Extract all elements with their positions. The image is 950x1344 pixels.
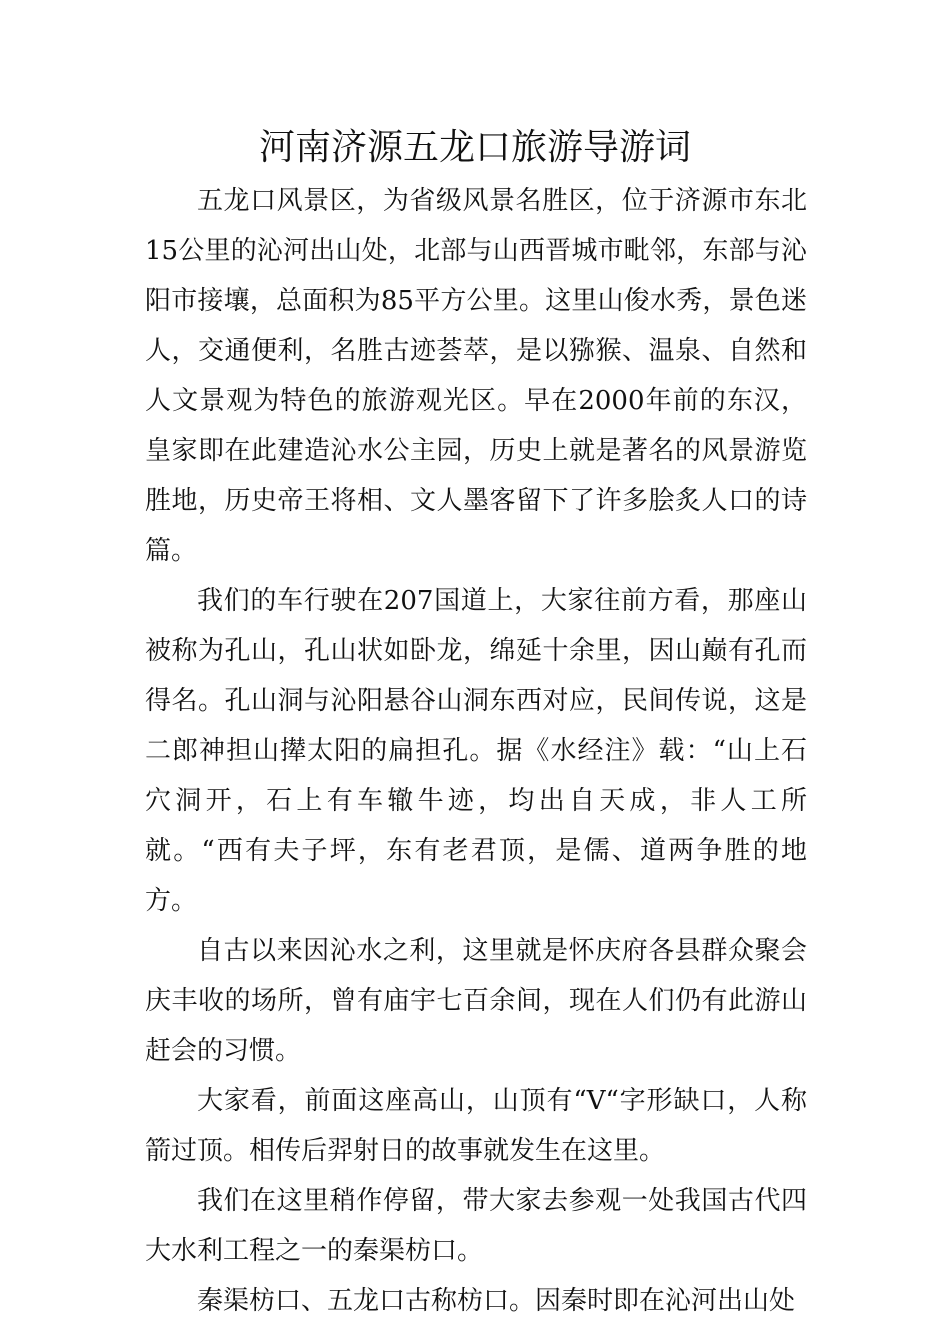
paragraph-4: 大家看，前面这座高山，山顶有“V“字形缺口，人称箭过顶。相传后羿射日的故事就发生在这里。 bbox=[145, 1086, 807, 1166]
document-body bbox=[145, 176, 807, 1326]
paragraph-5: 我们在这里稍作停留，带大家去参观一处我国古代四大水利工程之一的秦渠枋口。 bbox=[145, 1186, 807, 1266]
paragraph-3: 自古以来因沁水之利，这里就是怀庆府各县群众聚会庆丰收的场所，曾有庙宇七百余间，现在人们仍有此游山赶会的习惯。 bbox=[145, 936, 807, 1066]
paragraph-1: 五龙口风景区，为省级风景名胜区，位于济源市东北15公里的沁河出山处，北部与山西晋城市毗邻，东部与沁阳市接壤，总面积为85平方公里。这里山俊水秀，景色迷人，交通便利，名胜古迹荟萃，是以猕猴、温泉、自然和人文景观为特色的旅游观光区。早在2000年前的东汉，皇家即在此建造沁水公主园，历史上就是著名的风景游览胜地，历史帝王将相、文人墨客留下了许多脍炙人口的诗篇。 bbox=[145, 186, 807, 566]
document-title: 河南济源五龙口旅游导游词 bbox=[258, 127, 691, 168]
paragraph-6: 秦渠枋口、五龙口古称枋口。因秦时即在沁河出山处 bbox=[197, 1286, 796, 1316]
paragraph-2: 我们的车行驶在207国道上，大家往前方看，那座山被称为孔山，孔山状如卧龙，绵延十余里，因山巅有孔而得名。孔山洞与沁阳悬谷山洞东西对应，民间传说，这是二郎神担山撵太阳的扁担孔。据《水经注》载：“山上石穴洞开，石上有车辙牛迹，均出自天成，非人工所就。“西有夫子坪，东有老君顶，是儒、道两争胜的地方。 bbox=[145, 586, 807, 916]
